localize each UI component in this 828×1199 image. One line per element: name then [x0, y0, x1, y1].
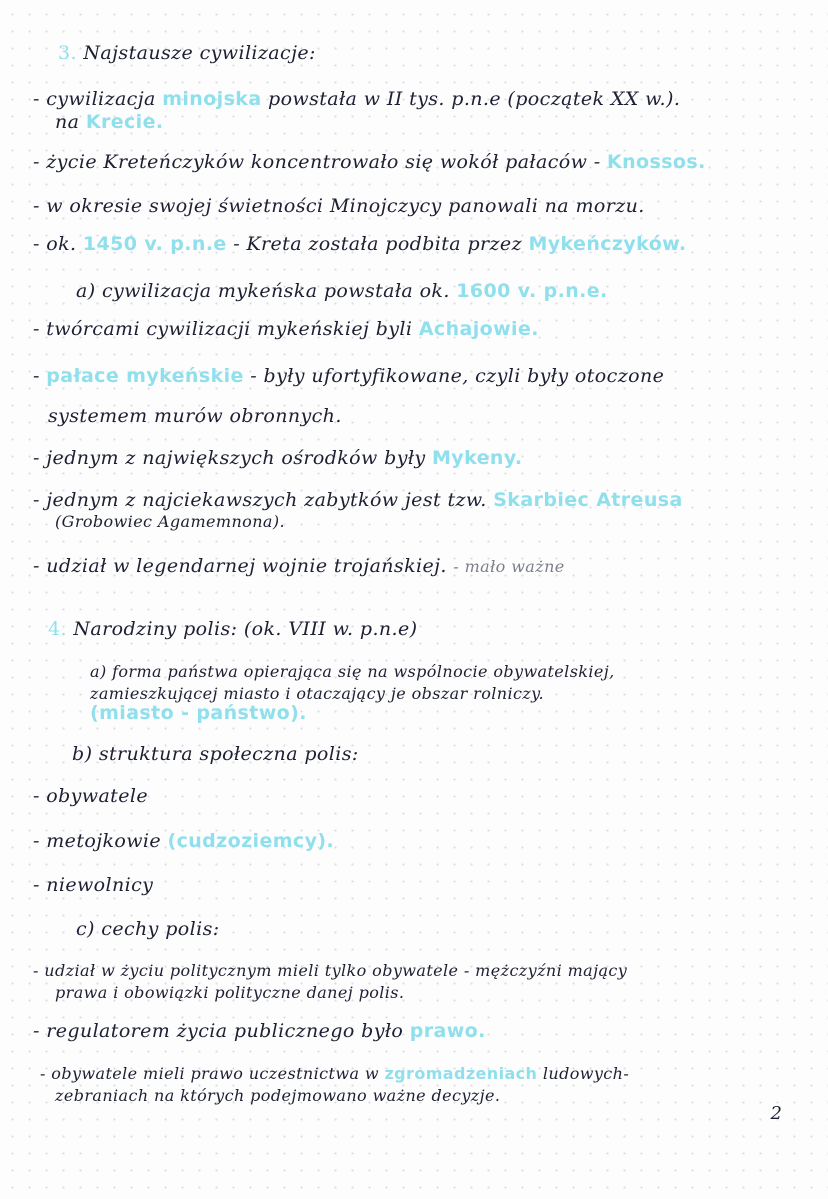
highlight-cudzoziemcy: (cudzoziemcy).: [167, 830, 335, 852]
note-text: powstała w II tys. p.n.e (początek XX w.).: [268, 88, 681, 110]
note-line: - udział w życiu politycznym mieli tylko obywatele - mężczyźni mający: [33, 961, 628, 980]
note-line: b) struktura społeczna polis:: [72, 743, 359, 765]
highlight-prawo: prawo.: [409, 1020, 486, 1042]
note-line: [40, 1066, 629, 1082]
note-line: prawa i obowiązki polityczne danej polis.: [55, 983, 405, 1002]
note-line: [33, 367, 664, 386]
note-line: - niewolnicy: [33, 874, 154, 896]
note-text: - ok.: [33, 233, 77, 255]
note-line: [33, 320, 539, 339]
note-line: [33, 235, 687, 254]
highlight-date-1450: 1450 v. p.n.e: [82, 233, 227, 255]
section-4-heading: [48, 620, 417, 639]
note-text: - były ufortyfikowane, czyli były otoczone: [250, 365, 665, 387]
section-3-number: 3.: [58, 42, 77, 64]
note-line: c) cechy polis:: [76, 918, 220, 940]
section-3-heading: [58, 44, 316, 63]
highlight-minojska: minojska: [162, 88, 262, 110]
note-text: - cywilizacja: [33, 88, 156, 110]
note-line: - obywatele: [33, 785, 148, 807]
highlight-date-1600: 1600 v. p.n.e.: [456, 280, 608, 302]
highlight-palace-mykenskie: pałace mykeńskie: [46, 365, 244, 387]
note-line: [33, 449, 522, 468]
note-text: ludowych-: [542, 1064, 630, 1083]
side-note: - mało ważne: [453, 557, 565, 576]
highlight-achajowie: Achajowie.: [418, 318, 539, 340]
note-line: [55, 113, 164, 132]
section-3-title: Najstausze cywilizacje:: [83, 42, 316, 64]
note-line: [33, 90, 680, 109]
highlight-knossos: Knossos.: [606, 151, 706, 173]
note-text: - regulatorem życia publicznego było: [33, 1020, 404, 1042]
note-text: - Kreta została podbita przez: [233, 233, 522, 255]
highlight-skarbiec-atreusa: Skarbiec Atreusa: [493, 489, 683, 511]
note-text: -: [33, 365, 40, 387]
note-text: a) cywilizacja mykeńska powstała ok.: [76, 280, 450, 302]
note-line: [33, 153, 706, 172]
note-text: - życie Kreteńczyków koncentrowało się wokół pałaców -: [33, 151, 601, 173]
highlight-krecie: Krecie.: [85, 111, 164, 133]
note-text: - obywatele mieli prawo uczestnictwa w: [40, 1064, 379, 1083]
note-line: zebraniach na których podejmowano ważne decyzje.: [55, 1086, 501, 1105]
highlight-mykenczykow: Mykeńczyków.: [528, 233, 687, 255]
page-number: 2: [770, 1103, 782, 1124]
note-text: - jednym z największych ośrodków były: [33, 447, 426, 469]
note-line: [33, 832, 334, 851]
note-line: a) forma państwa opierająca się na wspólnocie obywatelskiej,: [90, 662, 615, 681]
note-text: na: [55, 111, 80, 133]
note-line: systemem murów obronnych.: [48, 405, 342, 427]
section-4-title: Narodziny polis: (ok. VIII w. p.n.e): [73, 618, 418, 640]
note-line: [90, 704, 307, 723]
note-line: (Grobowiec Agamemnona).: [55, 512, 285, 531]
note-text: - twórcami cywilizacji mykeńskiej byli: [33, 318, 413, 340]
note-line: [33, 557, 565, 576]
highlight-mykeny: Mykeny.: [431, 447, 523, 469]
note-text: - jednym z najciekawszych zabytków jest tzw.: [33, 489, 487, 511]
note-text: - udział w legendarnej wojnie trojańskiej.: [33, 555, 447, 577]
section-4-number: 4.: [48, 618, 67, 640]
note-line: [33, 1022, 486, 1041]
note-line: [33, 491, 683, 510]
note-line: zamieszkującej miasto i otaczający je obszar rolniczy.: [90, 684, 544, 703]
note-line: [76, 282, 608, 301]
highlight-miasto-panstwo: (miasto - państwo).: [90, 702, 307, 724]
note-text: - metojkowie: [33, 830, 162, 852]
highlight-zgromadzeniach: zgromadzeniach: [384, 1064, 538, 1083]
note-line: - w okresie swojej świetności Minojczycy panowali na morzu.: [33, 195, 645, 217]
